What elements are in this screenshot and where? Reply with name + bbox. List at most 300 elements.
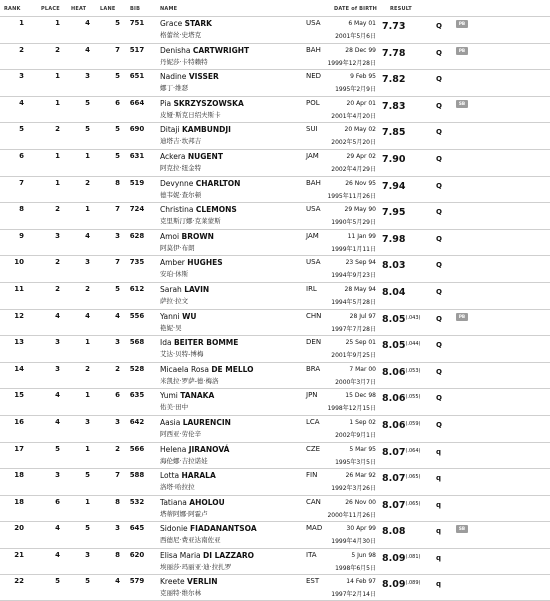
table-row	[0, 282, 550, 309]
bib-cell: 642	[129, 417, 145, 426]
athlete-first-name: Nadine	[160, 72, 187, 82]
qualification-mark: Q	[436, 287, 442, 296]
lane-cell: 5	[115, 151, 120, 160]
result-time: 8.06	[382, 393, 406, 405]
athlete-first-name: Sidonie	[160, 524, 188, 534]
table-row	[0, 521, 550, 548]
table-header	[0, 6, 550, 16]
qualification-mark: Q	[436, 314, 442, 323]
athlete-first-name: Ida	[160, 338, 172, 348]
athlete-name	[160, 338, 238, 347]
record-badge: SB	[456, 100, 468, 108]
athlete-name	[160, 152, 223, 161]
result-cell	[382, 500, 421, 511]
country-cell: SUI	[306, 125, 318, 134]
country-cell: POL	[306, 98, 320, 107]
dob-cell: 28 Dec 99	[345, 46, 376, 54]
dob-chinese: 2002年9月1日	[335, 431, 376, 439]
bib-cell: 635	[129, 391, 145, 400]
athlete-chinese-name: 娜丁·维瑟	[160, 84, 189, 93]
heat-cell: 2	[85, 364, 90, 373]
heat-cell: 3	[85, 417, 90, 426]
result-time: 7.98	[382, 233, 406, 245]
place-cell: 6	[55, 497, 60, 506]
result-time: 8.05	[382, 340, 406, 352]
bib-cell: 664	[129, 98, 145, 107]
athlete-first-name: Pia	[160, 98, 172, 108]
qualification-mark: Q	[436, 154, 442, 163]
athlete-last-name: DI LAZZARO	[203, 550, 255, 560]
result-time: 8.08	[382, 526, 406, 538]
lane-cell: 3	[115, 524, 120, 533]
place-cell: 1	[55, 19, 60, 27]
athlete-name	[160, 125, 231, 134]
athlete-last-name: CHARLTON	[195, 178, 241, 188]
result-tiebreak: (.089)	[405, 580, 421, 587]
country-cell: BRA	[306, 364, 321, 373]
result-tiebreak: (.064)	[405, 447, 421, 454]
athlete-last-name: FIADANANTSOA	[190, 524, 257, 534]
dob-chinese: 2000年11月26日	[327, 511, 376, 519]
athlete-name	[160, 179, 240, 188]
athlete-last-name: LAURENCIN	[182, 417, 231, 427]
athlete-last-name: TANAKA	[180, 391, 215, 401]
athlete-first-name: Amber	[160, 258, 185, 268]
bib-cell: 645	[129, 524, 145, 533]
table-row	[0, 16, 550, 43]
result-cell	[382, 21, 405, 32]
place-cell: 2	[55, 258, 60, 267]
bib-cell: 532	[129, 497, 145, 506]
heat-cell: 5	[85, 524, 90, 533]
result-tiebreak: (.059)	[405, 420, 421, 427]
country-cell: BAH	[306, 45, 321, 54]
table-row	[0, 202, 550, 229]
heat-cell: 1	[85, 205, 90, 214]
athlete-name	[160, 524, 257, 533]
athlete-last-name: NUGENT	[187, 151, 223, 161]
result-time: 7.85	[382, 127, 406, 139]
place-cell: 5	[55, 444, 60, 453]
rank-cell: 5	[19, 125, 24, 134]
athlete-chinese-name: 克里斯汀娜·克莱蒙斯	[160, 217, 221, 226]
dob-chinese: 2002年4月29日	[331, 165, 376, 173]
place-cell: 1	[55, 72, 60, 81]
result-cell	[382, 420, 421, 431]
result-time: 8.09	[382, 552, 406, 564]
table-row	[0, 255, 550, 282]
result-tiebreak: (.053)	[405, 367, 421, 374]
athlete-chinese-name: 艳妮·吴	[160, 323, 182, 332]
dob-cell: 11 Jan 99	[347, 232, 376, 240]
athlete-first-name: Helena	[160, 444, 187, 454]
athlete-first-name: Devynne	[160, 178, 194, 188]
bib-cell: 588	[129, 471, 145, 480]
place-cell: 4	[55, 311, 60, 320]
heat-cell: 4	[85, 311, 90, 320]
heat-cell: 4	[85, 231, 90, 240]
heat-cell: 1	[85, 391, 90, 400]
place-cell: 1	[55, 178, 60, 187]
result-tiebreak: (.065)	[405, 474, 421, 481]
country-cell: USA	[306, 258, 321, 267]
result-time: 8.03	[382, 260, 406, 272]
table-row	[0, 149, 550, 176]
athlete-first-name: Amoi	[160, 231, 180, 241]
result-tiebreak: (.081)	[405, 553, 421, 560]
athlete-last-name: BROWN	[181, 231, 214, 241]
lane-cell: 7	[115, 471, 120, 480]
header-bib: BIB	[130, 6, 141, 12]
rank-cell: 21	[14, 550, 24, 559]
athlete-name	[160, 46, 249, 55]
athlete-last-name: DE MELLO	[211, 364, 254, 374]
country-cell: MAD	[306, 524, 323, 533]
athlete-first-name: Ackera	[160, 151, 186, 161]
dob-chinese: 1995年2月9日	[335, 86, 376, 94]
result-tiebreak: (.043)	[405, 314, 421, 321]
result-cell	[382, 367, 421, 378]
athlete-chinese-name: 迪塔吉·坎邦吉	[160, 137, 202, 146]
athlete-name	[160, 551, 254, 560]
bib-cell: 517	[129, 45, 145, 54]
heat-cell: 4	[85, 19, 90, 27]
athlete-first-name: Sarah	[160, 284, 182, 294]
qualification-mark: q	[436, 527, 442, 536]
country-cell: CAN	[306, 497, 321, 506]
lane-cell: 8	[115, 550, 120, 559]
rank-cell: 13	[14, 338, 24, 347]
dob-cell: 28 May 94	[344, 285, 376, 293]
rank-cell: 7	[19, 178, 24, 187]
athlete-first-name: Christina	[160, 205, 194, 215]
qualification-mark: q	[436, 580, 442, 589]
dob-chinese: 1998年6月5日	[335, 564, 376, 572]
dob-cell: 9 Feb 95	[350, 73, 376, 81]
dob-chinese: 2001年4月20日	[331, 112, 376, 120]
athlete-chinese-name: 安珀·休斯	[160, 270, 189, 279]
result-time: 8.05	[382, 313, 406, 325]
bib-cell: 735	[129, 258, 145, 267]
bib-cell: 631	[129, 151, 145, 160]
lane-cell: 7	[115, 45, 120, 54]
header-place: PLACE	[41, 6, 60, 12]
heat-cell: 5	[85, 471, 90, 480]
rank-cell: 2	[19, 45, 24, 54]
result-cell	[382, 393, 421, 404]
athlete-first-name: Elisa Maria	[160, 550, 201, 560]
rank-cell: 17	[14, 444, 24, 453]
athlete-last-name: VERLIN	[187, 577, 218, 587]
header-rank: RANK	[4, 6, 21, 12]
table-row	[0, 468, 550, 495]
heat-cell: 1	[85, 444, 90, 453]
athlete-first-name: Tatiana	[160, 497, 187, 507]
place-cell: 2	[55, 205, 60, 214]
country-cell: LCA	[306, 417, 320, 426]
athlete-chinese-name: 埃丽莎·玛丽亚·迪·拉扎罗	[160, 562, 232, 571]
athlete-last-name: HARALA	[181, 471, 216, 481]
dob-cell: 26 Nov 95	[345, 179, 376, 187]
qualification-mark: Q	[436, 101, 442, 110]
record-badge: PB	[456, 20, 468, 28]
result-cell	[382, 260, 405, 271]
qualification-mark: q	[436, 474, 442, 483]
dob-chinese: 1990年5月29日	[331, 219, 376, 227]
bib-cell: 651	[129, 72, 145, 81]
bib-cell: 519	[129, 178, 145, 187]
qualification-mark: Q	[436, 420, 442, 429]
place-cell: 3	[55, 338, 60, 347]
athlete-chinese-name: 丹妮莎·卡特赖特	[160, 57, 208, 66]
header-name: NAME	[160, 6, 178, 12]
bib-cell: 751	[129, 19, 145, 27]
result-time: 8.07	[382, 499, 406, 511]
place-cell: 4	[55, 550, 60, 559]
qualification-mark: Q	[436, 48, 442, 57]
lane-cell: 4	[115, 577, 120, 586]
lane-cell: 3	[115, 231, 120, 240]
athlete-chinese-name: 阿西亚·劳伦辛	[160, 429, 202, 438]
qualification-mark: Q	[436, 341, 442, 350]
athlete-name	[160, 19, 212, 28]
lane-cell: 5	[115, 125, 120, 134]
dob-cell: 29 Apr 02	[346, 152, 376, 160]
rank-cell: 12	[14, 311, 24, 320]
dob-chinese: 1997年2月14日	[331, 591, 376, 599]
country-cell: JAM	[306, 231, 319, 240]
dob-cell: 20 Apr 01	[346, 99, 376, 107]
athlete-name	[160, 365, 254, 374]
qualification-mark: q	[436, 447, 442, 456]
heat-cell: 5	[85, 577, 90, 586]
result-cell	[382, 127, 405, 138]
result-time: 8.04	[382, 286, 406, 298]
rank-cell: 9	[19, 231, 24, 240]
result-time: 8.07	[382, 473, 406, 485]
country-cell: DEN	[306, 338, 322, 347]
bib-cell: 566	[129, 444, 145, 453]
dob-chinese: 2000年3月7日	[335, 378, 376, 386]
lane-cell: 3	[115, 338, 120, 347]
header-dob: DATE of BIRTH	[334, 6, 378, 12]
athlete-chinese-name: 皮娅·斯克日绍夫斯卡	[160, 110, 221, 119]
header-lane: LANE	[100, 6, 116, 12]
athlete-chinese-name: 海伦娜·吉拉诺娃	[160, 456, 208, 465]
record-badge: SB	[456, 525, 468, 533]
athlete-name	[160, 99, 244, 108]
result-time: 7.90	[382, 153, 406, 165]
athlete-chinese-name: 格蕾丝·史塔克	[160, 31, 202, 39]
athlete-last-name: VISSER	[188, 72, 219, 82]
result-cell	[382, 314, 421, 325]
dob-cell: 29 May 90	[344, 206, 376, 214]
athlete-chinese-name: 艾达·贝特-博梅	[160, 350, 204, 359]
result-time: 7.78	[382, 47, 406, 59]
athlete-chinese-name: 克丽特·维尔林	[160, 589, 202, 598]
bib-cell: 556	[129, 311, 145, 320]
athlete-chinese-name: 阿莫伊·布朗	[160, 243, 195, 252]
result-time: 7.73	[382, 21, 406, 32]
rank-cell: 6	[19, 151, 24, 160]
table-row	[0, 574, 550, 601]
place-cell: 2	[55, 284, 60, 293]
table-row	[0, 495, 550, 522]
dob-chinese: 2002年5月20日	[331, 139, 376, 147]
rank-cell: 18	[14, 497, 24, 506]
qualification-mark: Q	[436, 234, 442, 243]
lane-cell: 4	[115, 311, 120, 320]
heat-cell: 2	[85, 178, 90, 187]
lane-cell: 3	[115, 417, 120, 426]
lane-cell: 5	[115, 72, 120, 81]
athlete-chinese-name: 德韦妮·查尔顿	[160, 190, 202, 199]
dob-cell: 25 Sep 01	[345, 339, 376, 347]
result-tiebreak: (.044)	[405, 341, 421, 348]
athlete-name	[160, 258, 223, 267]
athlete-last-name: HUGHES	[187, 258, 223, 268]
qualification-mark: Q	[436, 261, 442, 270]
qualification-mark: Q	[436, 22, 442, 30]
table-row	[0, 43, 550, 70]
result-time: 7.95	[382, 207, 406, 219]
table-row	[0, 335, 550, 362]
result-cell	[382, 154, 405, 165]
table-row	[0, 69, 550, 96]
dob-chinese: 1999年4月30日	[331, 538, 376, 546]
country-cell: ITA	[306, 550, 317, 559]
athlete-name	[160, 232, 214, 241]
athlete-name	[160, 498, 225, 507]
result-time: 7.94	[382, 180, 406, 192]
place-cell: 1	[55, 98, 60, 107]
bib-cell: 579	[129, 577, 145, 586]
heat-cell: 3	[85, 72, 90, 81]
bib-cell: 528	[129, 364, 145, 373]
heat-cell: 4	[85, 45, 90, 54]
country-cell: NED	[306, 72, 322, 81]
result-cell	[382, 553, 421, 564]
country-cell: FIN	[306, 471, 318, 480]
dob-cell: 6 May 01	[348, 20, 376, 27]
table-row	[0, 442, 550, 469]
rank-cell: 11	[14, 284, 24, 293]
bib-cell: 628	[129, 231, 145, 240]
result-tiebreak: (.055)	[405, 394, 421, 401]
athlete-last-name: JIRANOVÁ	[188, 444, 230, 454]
dob-chinese: 1994年5月28日	[331, 298, 376, 306]
athlete-last-name: STARK	[184, 19, 212, 28]
country-cell: EST	[306, 577, 320, 586]
result-cell	[382, 473, 421, 484]
record-badge: PB	[456, 313, 468, 321]
athlete-chinese-name: 西德尼·费亚达南佐亚	[160, 536, 221, 545]
athlete-first-name: Lotta	[160, 471, 180, 481]
athlete-last-name: WU	[182, 311, 197, 321]
athlete-chinese-name: 萨拉·拉文	[160, 296, 189, 305]
dob-chinese: 1992年3月26日	[331, 485, 376, 493]
rank-cell: 22	[14, 577, 24, 586]
dob-chinese: 1995年3月5日	[335, 458, 376, 466]
lane-cell: 8	[115, 497, 120, 506]
result-cell	[382, 447, 421, 458]
dob-cell: 20 May 02	[344, 126, 376, 134]
athlete-last-name: CLEMONS	[195, 205, 237, 215]
result-cell	[382, 234, 405, 245]
athlete-first-name: Yanni	[160, 311, 180, 321]
athlete-name	[160, 205, 237, 214]
athlete-last-name: KAMBUNDJI	[181, 125, 231, 135]
result-time: 7.82	[382, 74, 406, 86]
athlete-chinese-name: 塔蒂阿娜·阿霍卢	[160, 509, 208, 518]
lane-cell: 6	[115, 98, 120, 107]
header-heat: HEAT	[71, 6, 87, 12]
lane-cell: 5	[115, 19, 120, 27]
athlete-first-name: Denisha	[160, 45, 191, 55]
result-cell	[382, 101, 405, 112]
result-cell	[382, 181, 405, 192]
athlete-first-name: Ditaji	[160, 125, 180, 135]
dob-chinese: 1997年7月28日	[331, 325, 376, 333]
table-row	[0, 362, 550, 389]
athlete-name	[160, 391, 214, 400]
qualification-mark: Q	[436, 367, 442, 376]
athlete-chinese-name: 阿克拉·纽金特	[160, 163, 202, 172]
table-row	[0, 415, 550, 442]
result-cell	[382, 287, 405, 298]
place-cell: 1	[55, 151, 60, 160]
dob-chinese: 1994年9月23日	[331, 272, 376, 280]
rank-cell: 14	[14, 364, 24, 373]
athlete-chinese-name: 佑美·田中	[160, 403, 189, 412]
result-time: 7.83	[382, 100, 406, 112]
dob-cell: 26 Mar 92	[345, 472, 376, 480]
country-cell: JAM	[306, 151, 319, 160]
rank-cell: 8	[19, 205, 24, 214]
results-table	[0, 16, 550, 601]
athlete-last-name: SKRZYSZOWSKA	[173, 98, 244, 108]
dob-chinese: 2001年9月25日	[331, 352, 376, 360]
dob-cell: 15 Dec 98	[345, 392, 376, 400]
athlete-last-name: AHOLOU	[189, 497, 225, 507]
country-cell: USA	[306, 205, 321, 214]
bib-cell: 620	[129, 550, 145, 559]
rank-cell: 1	[19, 19, 24, 27]
place-cell: 3	[55, 231, 60, 240]
heat-cell: 5	[85, 125, 90, 134]
athlete-chinese-name: 洛塔·哈拉拉	[160, 483, 195, 492]
result-time: 8.07	[382, 446, 406, 458]
rank-cell: 20	[14, 524, 24, 533]
country-cell: USA	[306, 19, 321, 27]
athlete-name	[160, 285, 209, 294]
rank-cell: 18	[14, 471, 24, 480]
dob-chinese: 2001年5月6日	[335, 33, 376, 40]
place-cell: 2	[55, 125, 60, 134]
rank-cell: 3	[19, 72, 24, 81]
table-row	[0, 548, 550, 575]
bib-cell: 612	[129, 284, 145, 293]
qualification-mark: q	[436, 553, 442, 562]
table-row	[0, 122, 550, 149]
country-cell: JPN	[306, 391, 318, 400]
heat-cell: 5	[85, 98, 90, 107]
result-cell	[382, 48, 405, 59]
athlete-name	[160, 312, 197, 321]
dob-chinese: 1995年11月26日	[327, 192, 376, 200]
athlete-first-name: Grace	[160, 19, 183, 28]
athlete-last-name: CARTWRIGHT	[192, 45, 250, 55]
